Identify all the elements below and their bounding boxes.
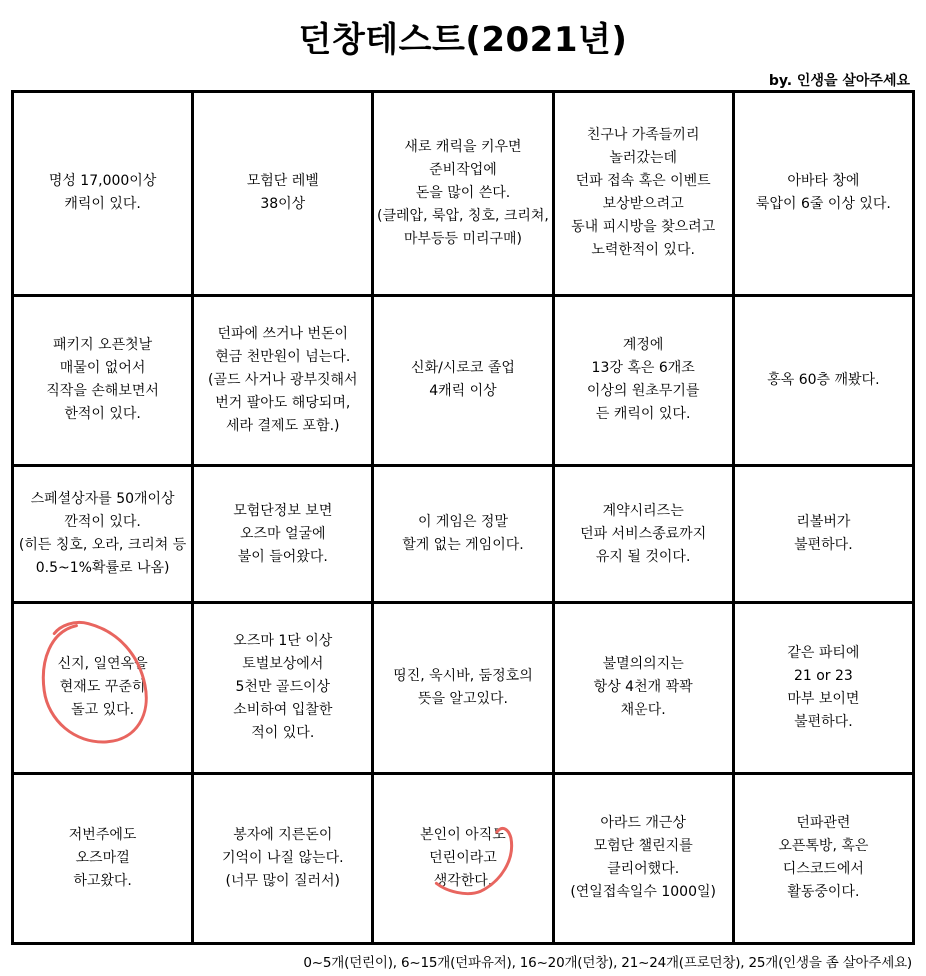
bingo-cell-text: 본인이 아직도 던린이라고 생각한다.	[420, 826, 506, 889]
page-title: 던창테스트(2021년)	[298, 20, 628, 60]
bingo-cell[interactable]: 저번주에도 오즈마껄 하고왔다.	[13, 773, 193, 943]
bingo-cell[interactable]: 봉자에 지른돈이 기억이 나질 않는다. (너무 많이 질러서)	[193, 773, 373, 943]
grid-row	[13, 92, 914, 296]
bingo-cell[interactable]: 홍옥 60층 깨봤다.	[733, 295, 913, 465]
bingo-cell[interactable]: 아바타 창에 룩압이 6줄 이상 있다.	[733, 92, 913, 296]
bingo-cell[interactable]: 계정에 13강 혹은 6개조 이상의 원초무기를 든 캐릭이 있다.	[553, 295, 733, 465]
bingo-cell[interactable]: 친구나 가족들끼리 놀러갔는데 던파 접속 혹은 이벤트 보상받으려고 동내 피시방을 찾으려고 노력한적이 있다.	[553, 92, 733, 296]
bingo-cell-text: 신지, 일연옥을 현재도 꾸준히 돌고 있다.	[57, 656, 148, 719]
bingo-cell[interactable]: 띵진, 욱시바, 둠정호의 뜻을 알고있다.	[373, 603, 553, 773]
score-legend: 0~5개(던린이), 6~15개(던파유저), 16~20개(던창), 21~24개(프로던창), 25개(인생을 좀 살아주세요)	[303, 955, 912, 971]
bingo-cell[interactable]: 이 게임은 정말 할게 없는 게임이다.	[373, 466, 553, 603]
grid-row	[13, 295, 914, 465]
bingo-cell-marked[interactable]	[13, 603, 193, 773]
bingo-grid	[11, 90, 915, 945]
bingo-cell[interactable]: 스페셜상자를 50개이상 깐적이 있다. (히든 칭호, 오라, 크리쳐 등 0.5~1%확률로 나옴)	[13, 466, 193, 603]
grid-row	[13, 466, 914, 603]
grid-row	[13, 603, 914, 773]
bingo-cell[interactable]: 모험단정보 보면 오즈마 얼굴에 불이 들어왔다.	[193, 466, 373, 603]
bingo-cell[interactable]: 아라드 개근상 모험단 챌린지를 클리어했다. (연일접속일수 1000일)	[553, 773, 733, 943]
bingo-cell[interactable]: 명성 17,000이상 캐릭이 있다.	[13, 92, 193, 296]
bingo-cell[interactable]: 모험단 레벨 38이상	[193, 92, 373, 296]
author-credit: by. 인생을 살아주세요	[768, 73, 910, 89]
bingo-cell[interactable]: 신화/시로코 졸업 4캐릭 이상	[373, 295, 553, 465]
bingo-cell[interactable]: 던파관련 오픈톡방, 혹은 디스코드에서 활동중이다.	[733, 773, 913, 943]
bingo-cell[interactable]: 오즈마 1단 이상 토벌보상에서 5천만 골드이상 소비하여 입찰한 적이 있다.	[193, 603, 373, 773]
bingo-cell[interactable]: 새로 캐릭을 키우면 준비작업에 돈을 많이 쓴다. (클레압, 룩압, 칭호, 크리쳐, 마부등등 미리구매)	[373, 92, 553, 296]
bingo-cell[interactable]: 같은 파티에 21 or 23 마부 보이면 불편하다.	[733, 603, 913, 773]
bingo-cell[interactable]: 던파에 쓰거나 번돈이 현금 천만원이 넘는다. (골드 사거나 광부짓해서 번거 팔아도 해당되며, 세라 결제도 포함.)	[193, 295, 373, 465]
bingo-cell[interactable]: 불멸의의지는 항상 4천개 꽉꽉 채운다.	[553, 603, 733, 773]
bingo-cell[interactable]: 리볼버가 불편하다.	[733, 466, 913, 603]
bingo-cell-marked[interactable]	[373, 773, 553, 943]
grid-row	[13, 773, 914, 943]
bingo-cell[interactable]: 계약시리즈는 던파 서비스종료까지 유지 될 것이다.	[553, 466, 733, 603]
bingo-cell[interactable]: 패키지 오픈첫날 매물이 없어서 직작을 손해보면서 한적이 있다.	[13, 295, 193, 465]
